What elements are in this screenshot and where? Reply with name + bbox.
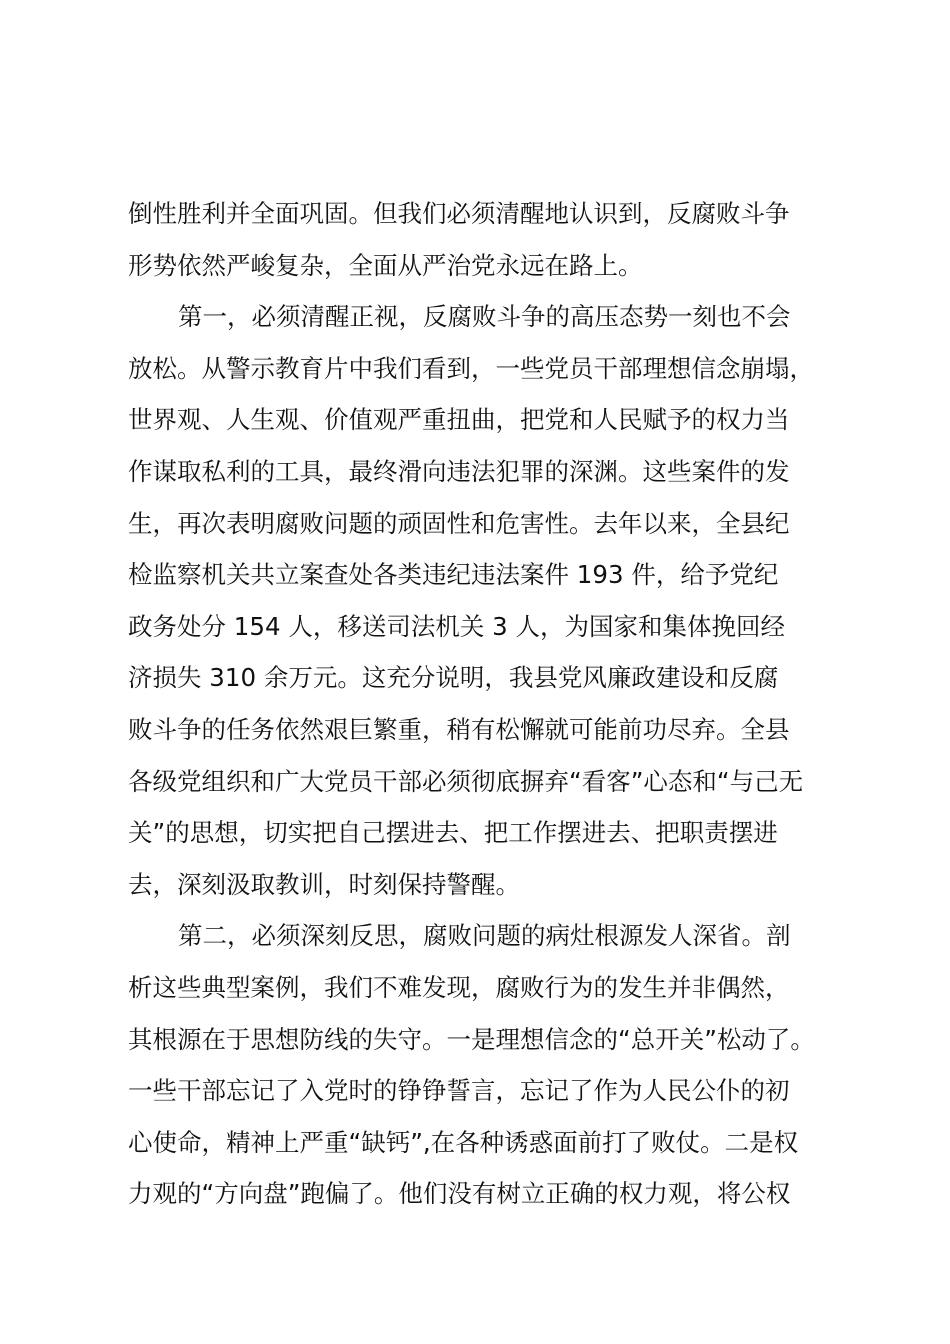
text-line: 心使命，精神上严重“缺钙”,在各种诱惑面前打了败仗。二是权 <box>128 1127 799 1157</box>
text-line: 倒性胜利并全面巩固。但我们必须清醒地认识到，反腐败斗争 <box>128 199 790 228</box>
text-line: 检监察机关共立案查处各类违纪违法案件 193 件，给予党纪 <box>128 560 779 590</box>
text-line: 力观的“方向盘”跑偏了。他们没有树立正确的权力观，将公权 <box>128 1179 791 1209</box>
text-line: 败斗争的任务依然艰巨繁重，稍有松懈就可能前功尽弃。全县 <box>128 714 790 744</box>
text-line: 关”的思想，切实把自己摆进去、把工作摆进去、把职责摆进 <box>128 818 778 848</box>
text-line: 其根源在于思想防线的失守。一是理想信念的“总开关”松动了。 <box>128 1024 815 1054</box>
text-line: 济损失 310 余万元。这充分说明，我县党风廉政建设和反腐 <box>128 663 779 693</box>
text-line: 析这些典型案例，我们不难发现，腐败行为的发生并非偶然， <box>128 972 790 1002</box>
paragraph-first-line: 第二，必须深刻反思，腐败问题的病灶根源发人深省。剖 <box>178 921 791 951</box>
paragraph-first-line: 第一，必须清醒正视，反腐败斗争的高压态势一刻也不会 <box>178 302 791 332</box>
text-line: 政务处分 154 人，移送司法机关 3 人，为国家和集体挽回经 <box>128 611 785 641</box>
text-line: 去，深刻汲取教训，时刻保持警醒。 <box>128 869 520 899</box>
text-line: 一些干部忘记了入党时的铮铮誓言，忘记了作为人民公仆的初 <box>128 1076 790 1106</box>
text-line: 世界观、人生观、价值观严重扭曲，把党和人民赋予的权力当 <box>128 405 790 435</box>
text-line: 放松。从警示教育片中我们看到，一些党员干部理想信念崩塌， <box>128 353 814 383</box>
text-line: 作谋取私利的工具，最终滑向违法犯罪的深渊。这些案件的发 <box>128 456 790 486</box>
text-line: 各级党组织和广大党员干部必须彻底摒弃“看客”心态和“与己无 <box>128 766 804 796</box>
body-text <box>128 188 828 1220</box>
text-line: 形势依然严峻复杂，全面从严治党永远在路上。 <box>128 250 643 280</box>
text-line: 生，再次表明腐败问题的顽固性和危害性。去年以来，全县纪 <box>128 508 790 538</box>
